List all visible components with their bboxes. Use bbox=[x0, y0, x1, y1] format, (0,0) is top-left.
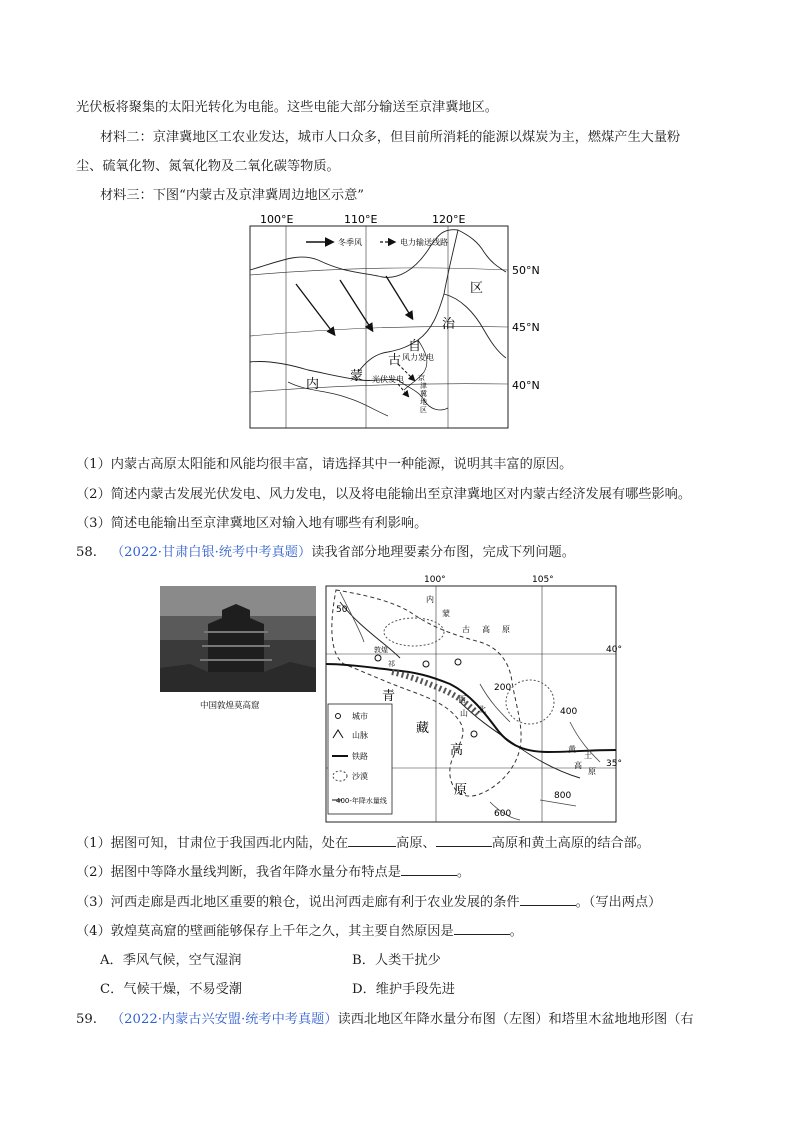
option-a[interactable]: A．季风气候，空气湿润 bbox=[100, 953, 242, 968]
jjj-char: 冀 bbox=[420, 390, 427, 398]
jjj-char: 地 bbox=[420, 398, 427, 406]
legend-label: 铁路 bbox=[352, 752, 368, 761]
photo-caption: 中国敦煌莫高窟 bbox=[200, 701, 260, 711]
place-char: 原 bbox=[588, 767, 596, 776]
place-label: 敦煌 bbox=[374, 646, 388, 654]
q58-sub2-text-b: 。 bbox=[456, 865, 471, 880]
legend-label: 400-年降水量线 bbox=[336, 797, 387, 805]
jjj-char: 区 bbox=[420, 406, 427, 414]
q57-sub1: （1）内蒙古高原太阳能和风能均很丰富，请选择其中一种能源，说明其丰富的原因。 bbox=[76, 457, 573, 472]
q59-header bbox=[76, 1010, 694, 1030]
place-char: 西 bbox=[458, 695, 466, 704]
place-char: 青 bbox=[382, 689, 396, 704]
q58-sub4-text-b: 。 bbox=[509, 924, 523, 939]
material-two-continued: 尘、硫氧化物、氮氧化物及二氧化碳等物质。 bbox=[76, 159, 340, 174]
q59-source: （2022·内蒙古兴安盟·统考中考真题） bbox=[110, 1012, 338, 1027]
place-char: 古 bbox=[462, 625, 470, 634]
q57-sub2: （2）简述内蒙古发展光伏发电、风力发电，以及将电能输出至京津冀地区对内蒙古经济发展有哪些影响。 bbox=[76, 487, 692, 502]
q58-source: （2022·甘肃白银·统考中考真题） bbox=[110, 545, 312, 560]
region-char: 自 bbox=[408, 339, 422, 354]
lon-label: 120°E bbox=[432, 213, 466, 226]
option-d[interactable]: D．维护手段先进 bbox=[352, 982, 455, 997]
region-char: 内 bbox=[306, 377, 320, 392]
q58-sub2 bbox=[76, 862, 470, 883]
place-char: 原 bbox=[502, 625, 510, 634]
option-b[interactable]: B．人类干扰少 bbox=[352, 953, 441, 968]
option-c[interactable]: C．气候干燥，不易受潮 bbox=[100, 982, 242, 997]
place-char: 北 bbox=[478, 705, 486, 714]
q58-sub1-text-a: （1）据图可知，甘肃位于我国西北内陆，处在 bbox=[76, 836, 349, 851]
isoline-label: 800 bbox=[554, 791, 572, 801]
lat-label: 40° bbox=[606, 645, 622, 655]
region-char: 区 bbox=[470, 281, 484, 296]
isoline-label: 600 bbox=[494, 809, 512, 819]
q59-stem: 读西北地区年降水量分布图（左图）和塔里木盆地地形图（右 bbox=[337, 1012, 694, 1027]
place-char: 山 bbox=[460, 709, 468, 718]
q58-sub4 bbox=[76, 921, 523, 942]
legend-label: 沙漠 bbox=[352, 772, 368, 781]
gansu-map bbox=[160, 572, 620, 824]
q58-sub1-text-b: 高原、 bbox=[396, 836, 436, 851]
place-char: 黄 bbox=[568, 745, 576, 754]
region-char: 治 bbox=[442, 317, 456, 332]
q57-sub3: （3）简述电能输出至京津冀地区对输入地有哪些有利影响。 bbox=[76, 516, 428, 531]
lat-label: 35° bbox=[606, 759, 622, 769]
place-char: 蒙 bbox=[442, 609, 450, 618]
answer-blank[interactable] bbox=[520, 892, 576, 906]
legend-wind-label: 冬季风 bbox=[338, 238, 362, 247]
region-char: 古 bbox=[388, 353, 402, 368]
isoline-label: 400 bbox=[560, 707, 578, 717]
isoline-label: 50 bbox=[336, 605, 348, 615]
lon-label: 100° bbox=[424, 575, 446, 585]
q58-stem: 读我省部分地理要素分布图，完成下列问题。 bbox=[311, 545, 575, 560]
q58-sub1-text-c: 高原和黄土高原的结合部。 bbox=[491, 836, 650, 851]
legend-power-label: 电力输送线路 bbox=[400, 238, 448, 247]
q58-sub3 bbox=[76, 892, 661, 913]
lon-label: 100°E bbox=[260, 213, 294, 226]
answer-blank[interactable] bbox=[401, 862, 457, 876]
place-char: 原 bbox=[454, 783, 468, 798]
wind-power-label: 风力发电 bbox=[402, 353, 434, 362]
lat-label: 40°N bbox=[512, 379, 540, 392]
legend-label: 城市 bbox=[352, 712, 368, 721]
inner-mongolia-map bbox=[248, 212, 548, 442]
lon-label: 105° bbox=[532, 575, 554, 585]
answer-blank[interactable] bbox=[454, 921, 510, 935]
legend-label: 山脉 bbox=[352, 731, 368, 740]
solar-power-label: 光伏发电 bbox=[372, 375, 404, 384]
q58-header bbox=[76, 543, 575, 563]
q58-sub3-text-b: 。（写出两点） bbox=[575, 895, 662, 910]
answer-blank[interactable] bbox=[348, 833, 396, 847]
place-char: 内 bbox=[426, 595, 434, 604]
q58-sub3-text-a: （3）河西走廊是西北地区重要的粮仓，说出河西走廊有利于农业发展的条件 bbox=[76, 895, 520, 910]
material-text-line: 光伏板将聚集的太阳光转化为电能。这些电能大部分输送至京津冀地区。 bbox=[76, 100, 498, 115]
q59-number: 59. bbox=[76, 1012, 97, 1027]
answer-blank[interactable] bbox=[436, 833, 492, 847]
place-char: 高 bbox=[450, 743, 464, 758]
region-char: 蒙 bbox=[350, 369, 364, 384]
place-char: 高 bbox=[482, 625, 490, 634]
place-char: 祁 bbox=[388, 660, 395, 668]
material-two-text: 材料二：京津冀地区工农业发达，城市人口众多，但目前所消耗的能源以煤炭为主，燃煤产生大量粉 bbox=[100, 130, 681, 145]
lat-label: 50°N bbox=[512, 264, 540, 277]
jjj-char: 京 bbox=[418, 374, 425, 382]
lon-label: 110°E bbox=[344, 213, 378, 226]
place-char: 藏 bbox=[416, 721, 430, 736]
isoline-label: 200 bbox=[494, 683, 512, 693]
q58-sub4-text-a: （4）敦煌莫高窟的壁画能够保存上千年之久，其主要自然原因是 bbox=[76, 924, 454, 939]
lat-label: 45°N bbox=[512, 321, 540, 334]
q58-sub2-text-a: （2）据图中等降水量线判断，我省年降水量分布特点是 bbox=[76, 865, 401, 880]
q58-sub1 bbox=[76, 833, 650, 854]
place-char: 高 bbox=[574, 761, 582, 770]
material-three-text: 材料三：下图“内蒙古及京津冀周边地区示意” bbox=[100, 188, 365, 203]
jjj-char: 津 bbox=[420, 382, 427, 390]
place-char: 土 bbox=[584, 751, 592, 760]
q58-number: 58. bbox=[76, 545, 97, 560]
